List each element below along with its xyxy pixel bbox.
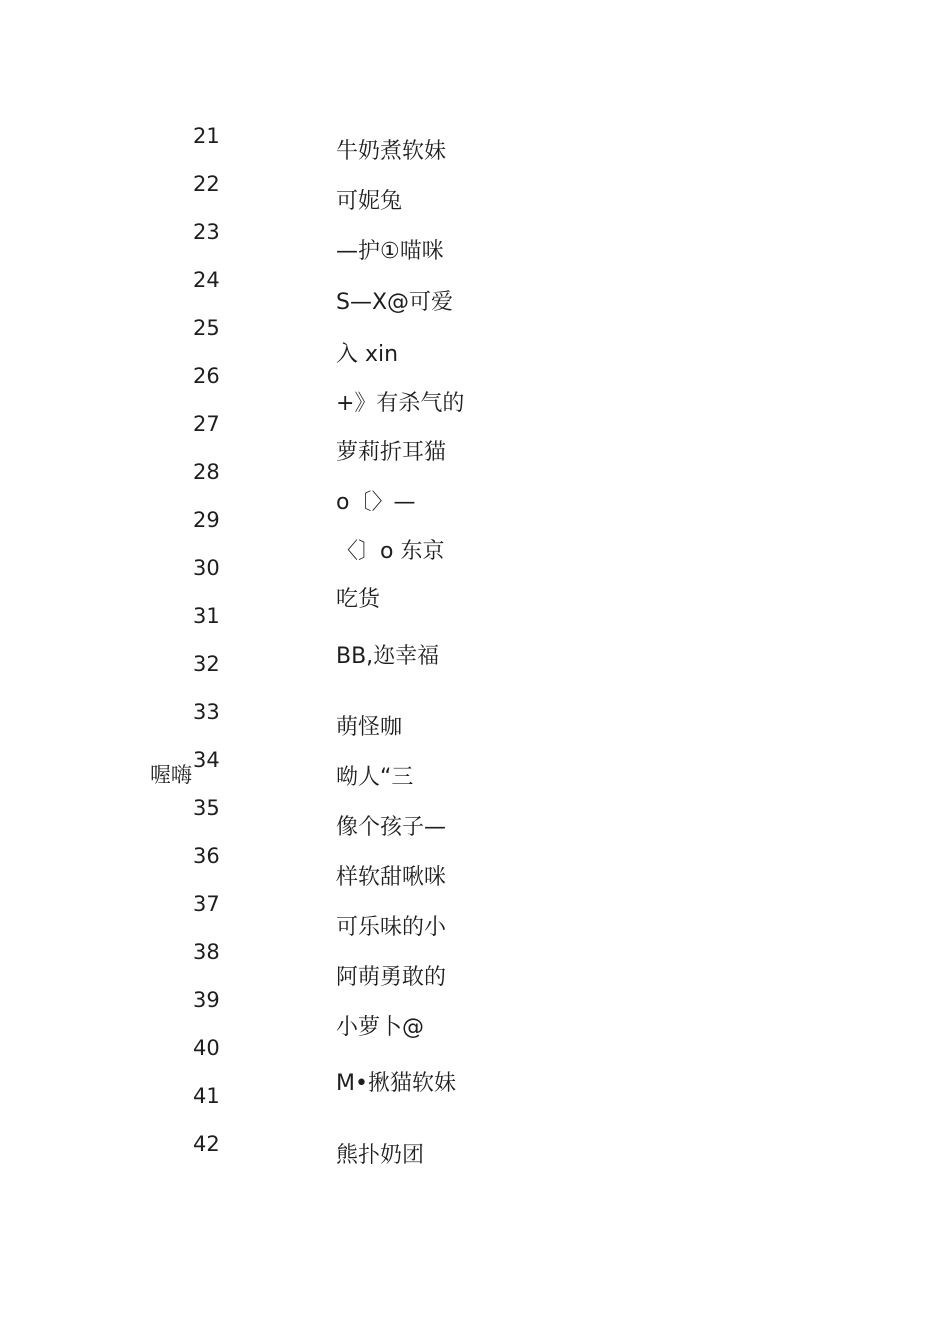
- name-entry: 入 xin: [336, 342, 399, 367]
- line-number: 35: [193, 796, 220, 820]
- line-number: 29: [193, 508, 220, 532]
- name-entry: 吃货: [336, 587, 381, 612]
- name-entry: 像个孩子—: [336, 815, 447, 840]
- line-number: 31: [193, 604, 220, 628]
- name-entry: 阿萌勇敢的: [336, 965, 447, 990]
- line-number: 23: [193, 220, 220, 244]
- line-number: 27: [193, 412, 220, 436]
- name-entry: 可妮兔: [336, 189, 403, 214]
- name-entry: S—X@可爱: [336, 290, 454, 315]
- line-number: 30: [193, 556, 220, 580]
- name-entry: 熊扑奶团: [336, 1143, 425, 1168]
- line-number: 38: [193, 940, 220, 964]
- line-number: 42: [193, 1132, 220, 1156]
- line-number: 25: [193, 316, 220, 340]
- line-number: 21: [193, 124, 220, 148]
- name-entry: +》有杀气的: [336, 391, 465, 416]
- name-entry: 萌怪咖: [336, 715, 403, 740]
- line-number: 37: [193, 892, 220, 916]
- name-entry: 牛奶煮软妹: [336, 139, 447, 164]
- name-entry: M•揪猫软妹: [336, 1071, 456, 1096]
- name-entry: 可乐味的小: [336, 915, 447, 940]
- line-number: 26: [193, 364, 220, 388]
- line-number: 22: [193, 172, 220, 196]
- name-entry: BB,迩幸福: [336, 644, 440, 669]
- line-number: 36: [193, 844, 220, 868]
- line-number: 39: [193, 988, 220, 1012]
- line-number: 24: [193, 268, 220, 292]
- line-number: 40: [193, 1036, 220, 1060]
- name-entry: 萝莉折耳猫: [336, 440, 447, 465]
- name-entry: 样软甜啾咪: [336, 865, 447, 890]
- name-entry: —护①喵咪: [336, 239, 444, 264]
- line-number: 32: [193, 652, 220, 676]
- name-entry: 小萝卜@: [336, 1015, 425, 1040]
- name-entry: 〈〕o 东京: [336, 539, 445, 564]
- line-number: 33: [193, 700, 220, 724]
- line-number: 41: [193, 1084, 220, 1108]
- name-entry: 呦人“三: [336, 765, 414, 790]
- line-number: 28: [193, 460, 220, 484]
- line-number: 34: [193, 748, 220, 772]
- margin-note: 喔嗨: [150, 763, 192, 787]
- name-entry: o〔〉—: [336, 490, 416, 515]
